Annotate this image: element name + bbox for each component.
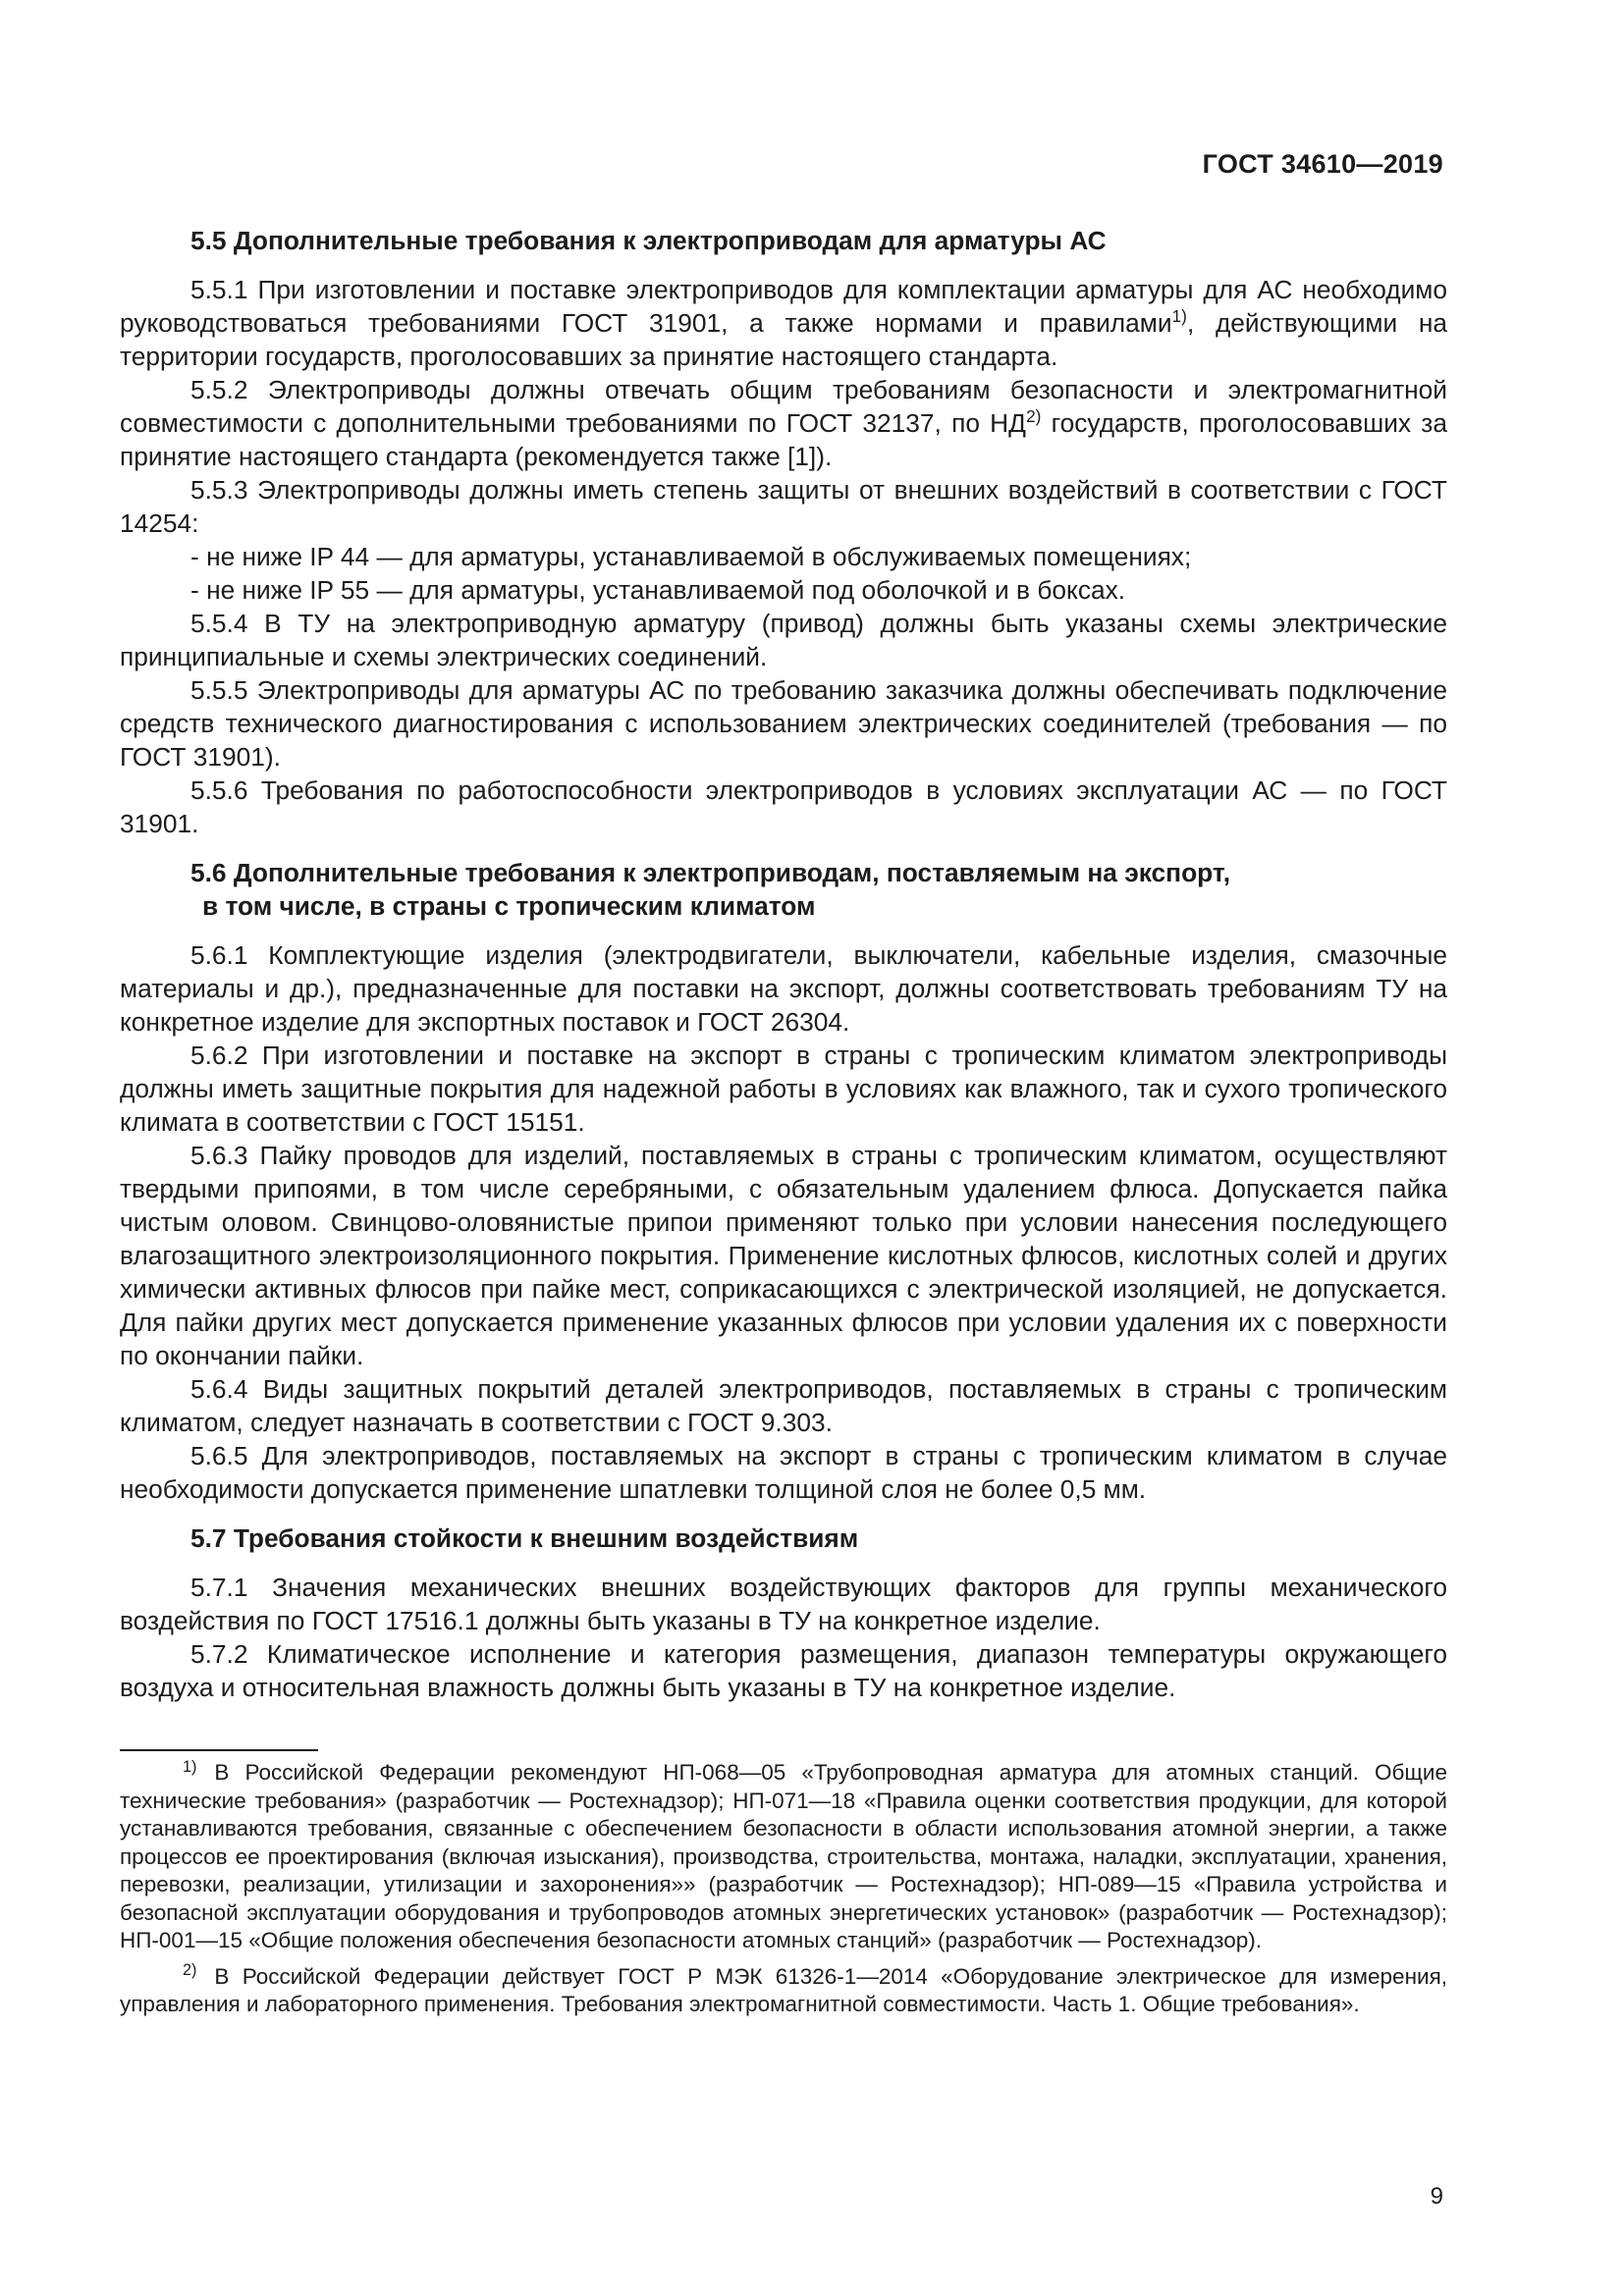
paragraph-5-5-5: 5.5.5 Электроприводы для арматуры АС по требованию заказчика должны обеспечивать подключение средств технического диагностирования с использованием электрических соединителей (требования — по ГОСТ 31901). [120, 675, 1447, 772]
paragraph-5-5-3: 5.5.3 Электроприводы должны иметь степень защиты от внешних воздействий в соответствии с ГОСТ 14254: [120, 475, 1447, 538]
paragraph-text: 5.5.2 Электроприводы должны отвечать общим требованиям безопасности и электромагнитной совместимости с дополнительными требованиями по ГОСТ 32137, по НД [120, 375, 1447, 438]
section-heading-5-7: 5.7 Требования стойкости к внешним воздействиям [190, 1523, 859, 1553]
main-body [120, 224, 1447, 1704]
paragraph-5-5-2 [120, 373, 1447, 473]
footnote-divider [120, 1749, 318, 1751]
paragraph-5-6-2: 5.6.2 При изготовлении и поставке на экспорт в страны с тропическим климатом электроприводы должны иметь защитные покрытия для надежной работы в условиях как влажного, так и сухого тропического климата в соответствии с ГОСТ 15151. [120, 1041, 1447, 1137]
document-code-header: ГОСТ 34610—2019 [1202, 149, 1443, 179]
section-heading-5-5: 5.5 Дополнительные требования к электроприводам для арматуры АС [190, 226, 1107, 255]
footnotes [120, 1759, 1447, 2019]
footnote-1 [120, 1759, 1447, 1955]
paragraph-5-7-1: 5.7.1 Значения механических внешних воздействующих факторов для группы механического воздействия по ГОСТ 17516.1 должны быть указаны в ТУ на конкретное изделие. [120, 1573, 1447, 1635]
paragraph-5-7-2: 5.7.2 Климатическое исполнение и категория размещения, диапазон температуры окружающего воздуха и относительная влажность должны быть указаны в ТУ на конкретное изделие. [120, 1639, 1447, 1702]
paragraph-5-6-4: 5.6.4 Виды защитных покрытий деталей электроприводов, поставляемых в страны с тропическим климатом, следует назначать в соответствии с ГОСТ 9.303. [120, 1374, 1447, 1437]
paragraph-text: , действующими на территории государств, проголосовавших за принятие настоящего стандарта. [120, 308, 1448, 371]
heading-line: 5.6 Дополнительные требования к электроприводам, поставляемым на экспорт, [190, 858, 1231, 887]
page-number: 9 [1430, 2183, 1443, 2210]
footnote-mark: 2) [183, 1961, 197, 1979]
heading-line: в том числе, в страны с тропическим климатом [202, 891, 816, 921]
paragraph-text: государств, проголосовавших за принятие настоящего стандарта (рекомендуется также [1]). [120, 408, 1447, 471]
paragraph-5-5-1 [120, 273, 1447, 373]
footnote-text: В Российской Федерации рекомендуют НП-068—05 «Трубопроводная арматура для атомных станций. Общие технические требования» (разработчик — Ростехнадзор); НП-071—18 «Правила оценки соответствия продукции, для которой устанавливаются требования, связанные с обеспечением безопасности в области использования атомной энергии, а также процессов ее проектирования (включая изыскания), производства, строительства, монтажа, наладки, эксплуатации, хранения, перевозки, реализации, утилизации и захоронения»» (разработчик — Ростехнадзор); НП-089—15 «Правила устройства и безопасной эксплуатации оборудования и трубопроводов атомных энергетических установок» (разработчик — Ростехнадзор); НП-001—15 «Общие положения обеспечения безопасности атомных станций» (разработчик — Ростехнадзор). [120, 1760, 1447, 1952]
footnote-mark: 1) [183, 1757, 197, 1776]
paragraph-5-5-6: 5.5.6 Требования по работоспособности электроприводов в условиях эксплуатации АС — по ГОСТ 31901. [120, 775, 1447, 838]
footnote-ref-1[interactable]: 1) [1171, 306, 1187, 327]
paragraph-5-6-3: 5.6.3 Пайку проводов для изделий, поставляемых в страны с тропическим климатом, осуществляют твердыми припоями, в том числе серебряными, с обязательным удалением флюса. Допускается пайка чистым оловом. Свинцово-оловянистые припои применяют только при условии нанесения последующего влагозащитного электроизоляционного покрытия. Применение кислотных флюсов, кислотных солей и других химически активных флюсов при пайке мест, соприкасающихся с электрической изоляцией, не допускается. Для пайки других мест допускается применение указанных флюсов при условии удаления их с поверхности по окончании пайки. [120, 1141, 1447, 1370]
footnote-ref-2[interactable]: 2) [1025, 406, 1042, 427]
section-heading-5-6 [120, 856, 1447, 923]
paragraph-5-5-4: 5.5.4 В ТУ на электроприводную арматуру (привод) должны быть указаны схемы электрические принципиальные и схемы электрических соединений. [120, 609, 1447, 671]
paragraph-5-6-1: 5.6.1 Комплектующие изделия (электродвигатели, выключатели, кабельные изделия, смазочные материалы и др.), предназначенные для поставки на экспорт, должны соответствовать требованиям ТУ на конкретное изделие для экспортных поставок и ГОСТ 26304. [120, 940, 1447, 1037]
list-item-ip55: - не ниже IP 55 — для арматуры, устанавливаемой под оболочкой и в боксах. [190, 575, 1126, 605]
paragraph-5-6-5: 5.6.5 Для электроприводов, поставляемых на экспорт в страны с тропическим климатом в случае необходимости допускается применение шпатлевки толщиной слоя не более 0,5 мм. [120, 1441, 1447, 1504]
footnote-text: В Российской Федерации действует ГОСТ Р МЭК 61326-1—2014 «Оборудование электрическое для измерения, управления и лабораторного применения. Требования электромагнитной совместимости. Часть 1. Общие требования». [120, 1963, 1447, 2016]
list-item-ip44: - не ниже IP 44 — для арматуры, устанавливаемой в обслуживаемых помещениях; [190, 542, 1192, 571]
paragraph-text: 5.5.1 При изготовлении и поставке электроприводов для комплектации арматуры для АС необходимо руководствоваться требованиями ГОСТ 31901, а также нормами и правилами [120, 275, 1447, 338]
footnote-2 [120, 1963, 1447, 2019]
